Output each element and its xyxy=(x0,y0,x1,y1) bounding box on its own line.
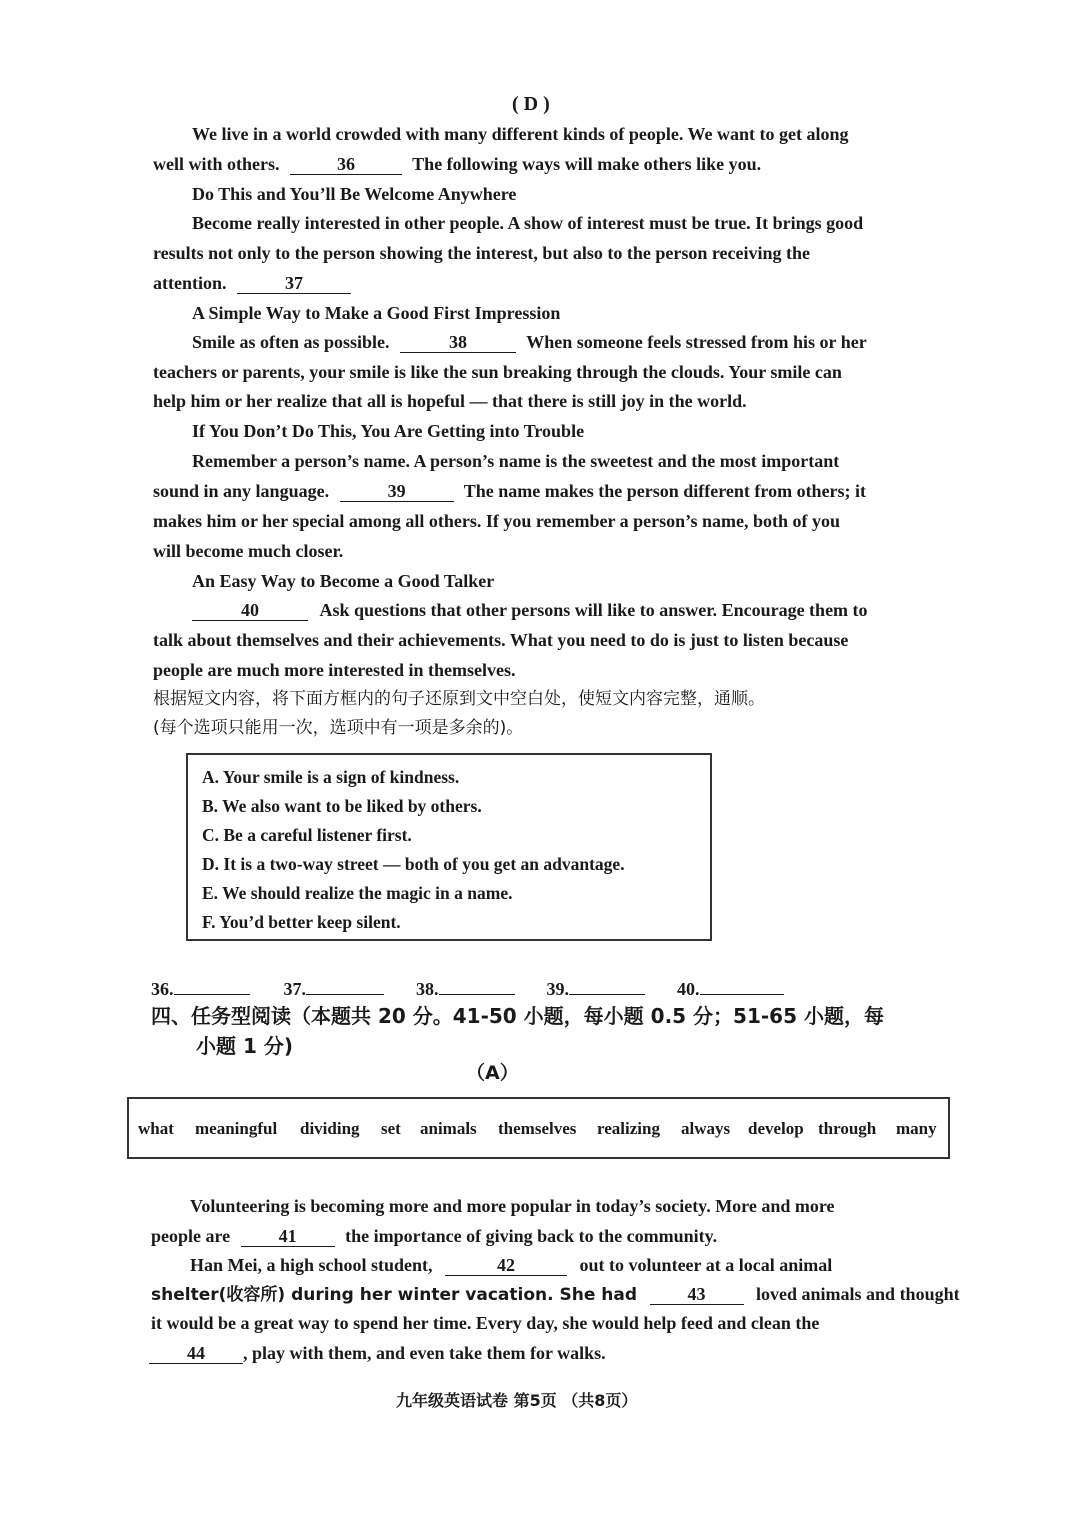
p3-line2: teachers or parents, your smile is like the sun breaking through the clouds. Your smile can xyxy=(153,362,842,382)
option-c: C. Be a careful listener first. xyxy=(202,825,412,845)
passage-a-line2 xyxy=(151,1224,717,1248)
p3-line1 xyxy=(192,330,867,354)
section4-title-line2: 小题 1 分) xyxy=(196,1034,293,1058)
answer-blank-39[interactable] xyxy=(569,994,645,995)
answer-line xyxy=(151,977,784,1001)
pa-text-f: loved animals and thought xyxy=(756,1284,960,1304)
word-bank-item: realizing xyxy=(597,1119,660,1138)
passage-a-line3 xyxy=(190,1253,832,1277)
heading-1: Do This and You’ll Be Welcome Anywhere xyxy=(192,184,517,204)
p3-line3: help him or her realize that all is hopeful — that there is still joy in the world. xyxy=(153,391,747,411)
p2-line2: results not only to the person showing the interest, but also to the person receiving the xyxy=(153,243,810,263)
p4-line2 xyxy=(153,479,866,503)
page-footer: 九年级英语试卷 第5页 （共8页） xyxy=(396,1391,638,1410)
answer-label-40: 40. xyxy=(677,979,700,999)
p1-line2 xyxy=(153,152,761,176)
p5-line2: talk about themselves and their achievements. What you need to do is just to listen because xyxy=(153,630,849,650)
blank-38[interactable]: 38 xyxy=(400,332,516,353)
word-bank-item: what xyxy=(138,1119,174,1138)
options-box xyxy=(186,753,712,941)
p4-line1: Remember a person’s name. A person’s name is the sweetest and the most important xyxy=(192,451,840,471)
p1-line1: We live in a world crowded with many different kinds of people. We want to get along xyxy=(192,124,849,144)
answer-label-38: 38. xyxy=(416,979,439,999)
option-b: B. We also want to be liked by others. xyxy=(202,796,482,816)
p4-line3: makes him or her special among all others. If you remember a person’s name, both of you xyxy=(153,511,840,531)
blank-41[interactable]: 41 xyxy=(241,1226,335,1247)
answer-label-39: 39. xyxy=(546,979,569,999)
p1-text-a: well with others. xyxy=(153,154,280,174)
passage-a-line6 xyxy=(149,1341,606,1365)
answer-blank-37[interactable] xyxy=(306,994,384,995)
option-d: D. It is a two-way street — both of you get an advantage. xyxy=(202,854,625,874)
pa-text-e: shelter(收容所) during her winter vacation. She had xyxy=(151,1285,638,1305)
answer-label-36: 36. xyxy=(151,979,174,999)
blank-44[interactable]: 44 xyxy=(149,1343,243,1364)
answer-label-37: 37. xyxy=(283,979,306,999)
passage-a-line4 xyxy=(151,1282,960,1307)
word-bank-item: animals xyxy=(420,1119,477,1138)
heading-2: A Simple Way to Make a Good First Impression xyxy=(192,303,561,323)
word-bank-item: develop xyxy=(748,1119,804,1138)
blank-36[interactable]: 36 xyxy=(290,154,402,175)
blank-42[interactable]: 42 xyxy=(445,1255,567,1276)
p1-text-b: The following ways will make others like you. xyxy=(412,154,762,174)
p4-text-a: sound in any language. xyxy=(153,481,330,501)
p3-text-b: When someone feels stressed from his or her xyxy=(526,332,867,352)
word-bank-item: dividing xyxy=(300,1119,360,1138)
p5-line3: people are much more interested in themselves. xyxy=(153,660,516,680)
word-bank-item: many xyxy=(896,1119,937,1138)
pa-text-b: the importance of giving back to the community. xyxy=(345,1226,718,1246)
passage-a-line5: it would be a great way to spend her time. Every day, she would help feed and clean the xyxy=(151,1313,820,1333)
blank-43[interactable]: 43 xyxy=(650,1284,744,1305)
instruction-1: 根据短文内容，将下面方框内的句子还原到文中空白处，使短文内容完整，通顺。 xyxy=(153,689,765,709)
p5-line1 xyxy=(192,598,868,622)
pa-text-d: out to volunteer at a local animal xyxy=(579,1255,833,1275)
blank-39[interactable]: 39 xyxy=(340,481,454,502)
word-bank-item: always xyxy=(681,1119,731,1138)
answer-blank-36[interactable] xyxy=(174,994,250,995)
p5-text-a: Ask questions that other persons will like to answer. Encourage them to xyxy=(319,600,868,620)
option-a: A. Your smile is a sign of kindness. xyxy=(202,767,460,787)
heading-4: An Easy Way to Become a Good Talker xyxy=(192,571,495,591)
pa-text-c: Han Mei, a high school student, xyxy=(190,1255,433,1275)
word-bank-item: through xyxy=(818,1119,877,1138)
option-e: E. We should realize the magic in a name. xyxy=(202,883,513,903)
p2-line3 xyxy=(153,271,351,295)
pa-text-g: , play with them, and even take them for walks. xyxy=(243,1343,606,1363)
answer-blank-38[interactable] xyxy=(439,994,515,995)
p2-line1: Become really interested in other people. A show of interest must be true. It brings good xyxy=(192,213,864,233)
p4-line4: will become much closer. xyxy=(153,541,344,561)
word-bank-item: meaningful xyxy=(195,1119,278,1138)
p4-text-b: The name makes the person different from others; it xyxy=(463,481,867,501)
blank-40[interactable]: 40 xyxy=(192,600,308,621)
answer-blank-40[interactable] xyxy=(700,994,784,995)
section4-label-a: （A） xyxy=(466,1062,519,1084)
word-bank-item: set xyxy=(381,1119,401,1138)
section4-title-line1: 四、任务型阅读（本题共 20 分。41-50 小题，每小题 0.5 分；51-65 小题，每 xyxy=(151,1004,884,1028)
p2-text: attention. xyxy=(153,273,227,293)
blank-37[interactable]: 37 xyxy=(237,273,351,294)
instruction-2: (每个选项只能用一次，选项中有一项是多余的)。 xyxy=(153,718,524,738)
section-d-label: ( D ) xyxy=(512,93,550,115)
heading-3: If You Don’t Do This, You Are Getting into Trouble xyxy=(192,421,585,441)
passage-a-line1: Volunteering is becoming more and more popular in today’s society. More and more xyxy=(190,1196,835,1216)
option-f: F. You’d better keep silent. xyxy=(202,912,401,932)
word-bank-box xyxy=(127,1097,950,1159)
pa-text-a: people are xyxy=(151,1226,231,1246)
word-bank-item: themselves xyxy=(498,1119,577,1138)
p3-text-a: Smile as often as possible. xyxy=(192,332,390,352)
